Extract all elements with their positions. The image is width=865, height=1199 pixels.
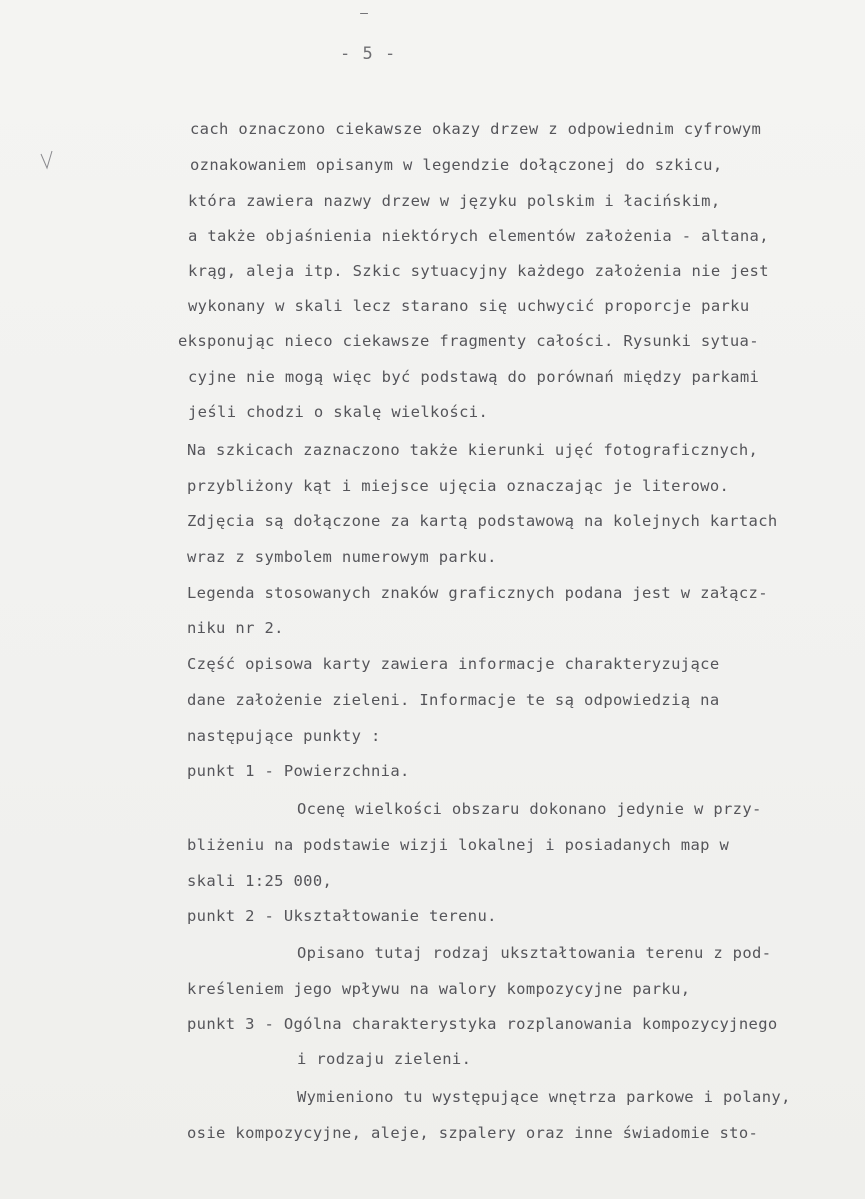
text-line: kreśleniem jego wpływu na walory kompozycyjne parku, xyxy=(187,980,691,998)
text-line: która zawiera nazwy drzew w języku polskim i łacińskim, xyxy=(188,192,721,210)
text-line: Ocenę wielkości obszaru dokonano jedynie w przy- xyxy=(297,800,762,818)
text-line: wykonany w skali lecz starano się uchwycić proporcje parku xyxy=(188,297,750,315)
text-line: cyjne nie mogą więc być podstawą do porównań między parkami xyxy=(188,368,760,386)
page-number: - 5 - xyxy=(340,44,397,64)
text-line: oznakowaniem opisanym w legendzie dołączonej do szkicu, xyxy=(190,156,723,174)
text-line: wraz z symbolem numerowym parku. xyxy=(187,548,497,566)
text-line: punkt 2 - Ukształtowanie terenu. xyxy=(187,907,497,925)
text-line: dane założenie zieleni. Informacje te są odpowiedzią na xyxy=(187,691,720,709)
text-line: Zdjęcia są dołączone za kartą podstawową na kolejnych kartach xyxy=(187,512,778,530)
text-line: Legenda stosowanych znaków graficznych podana jest w załącz- xyxy=(187,584,768,602)
text-line: jeśli chodzi o skalę wielkości. xyxy=(188,403,489,421)
text-line: cach oznaczono ciekawsze okazy drzew z odpowiednim cyfrowym xyxy=(190,120,762,138)
text-line: krąg, aleja itp. Szkic sytuacyjny każdego założenia nie jest xyxy=(188,262,769,280)
text-line: punkt 3 - Ogólna charakterystyka rozplanowania kompozycyjnego xyxy=(187,1015,778,1033)
text-line: eksponując nieco ciekawsze fragmenty całości. Rysunki sytua- xyxy=(178,332,759,350)
text-line: przybliżony kąt i miejsce ujęcia oznaczając je literowo. xyxy=(187,477,730,495)
text-line: Część opisowa karty zawiera informacje charakteryzujące xyxy=(187,655,720,673)
text-line: niku nr 2. xyxy=(187,619,284,637)
text-line: punkt 1 - Powierzchnia. xyxy=(187,762,410,780)
text-line: Opisano tutaj rodzaj ukształtowania terenu z pod- xyxy=(297,944,772,962)
text-line: następujące punkty : xyxy=(187,727,381,745)
text-line: osie kompozycyjne, aleje, szpalery oraz inne świadomie sto- xyxy=(187,1124,759,1142)
margin-tick-mark xyxy=(40,150,54,172)
text-line: a także objaśnienia niektórych elementów założenia - altana, xyxy=(188,227,769,245)
text-line: skali 1:25 000, xyxy=(187,872,333,890)
text-line: Na szkicach zaznaczono także kierunki ujęć fotograficznych, xyxy=(187,441,759,459)
top-mark: — xyxy=(360,6,368,21)
text-line: Wymieniono tu występujące wnętrza parkowe i polany, xyxy=(297,1088,791,1106)
text-line: bliżeniu na podstawie wizji lokalnej i posiadanych map w xyxy=(187,836,730,854)
text-line: i rodzaju zieleni. xyxy=(297,1050,472,1068)
